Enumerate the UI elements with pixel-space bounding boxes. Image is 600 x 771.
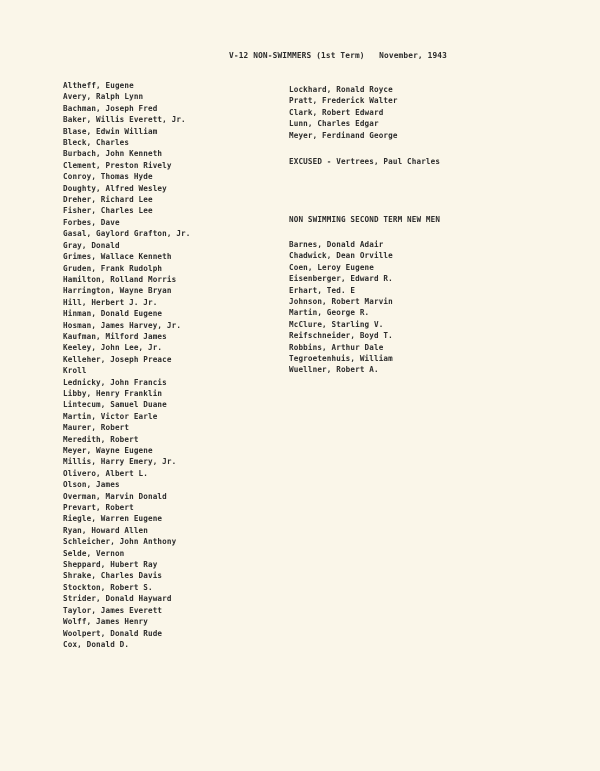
list-item: Bachman, Joseph Fred [63, 103, 158, 113]
list-item: Harrington, Wayne Bryan [63, 286, 172, 296]
list-item: Keeley, John Lee, Jr. [63, 343, 163, 353]
list-item: Eisenberger, Edward R. [289, 274, 393, 284]
first-term-list-left [63, 80, 191, 650]
list-item: Kelleher, Joseph Preace [63, 354, 172, 364]
list-item: Ryan, Howard Allen [63, 525, 148, 535]
list-item: Millis, Harry Emery, Jr. [63, 457, 177, 467]
list-item: Hamilton, Rolland Morris [63, 274, 177, 284]
list-item: Meredith, Robert [63, 434, 139, 444]
list-item: Clark, Robert Edward [289, 107, 384, 117]
list-item: Martin, George R. [289, 308, 370, 318]
list-item: Altheff, Eugene [63, 81, 134, 90]
list-item: Burbach, John Kenneth [63, 149, 163, 159]
list-item: Hinman, Donald Eugene [63, 309, 163, 319]
list-item: Erhart, Ted. E [289, 285, 356, 295]
list-item: Taylor, James Everett [63, 605, 163, 615]
list-item: Lintecum, Samuel Duane [63, 400, 167, 410]
list-item: Gray, Donald [63, 240, 120, 250]
list-item: Forbes, Dave [63, 217, 120, 227]
list-item: Stockton, Robert S. [63, 582, 153, 592]
list-item: McClure, Starling V. [289, 319, 384, 329]
list-item: Doughty, Alfred Wesley [63, 183, 167, 193]
list-item: Selde, Vernon [63, 548, 125, 558]
document-title: V-12 NON-SWIMMERS (1st Term) November, 1943 [229, 51, 447, 60]
list-item: Strider, Donald Hayward [63, 594, 172, 604]
list-item: Robbins, Arthur Dale [289, 342, 384, 352]
list-item: Clement, Preston Rively [63, 160, 172, 170]
list-item: Pratt, Frederick Walter [289, 96, 398, 106]
list-item: Overman, Marvin Donald [63, 491, 167, 501]
list-item: Woolpert, Donald Rude [63, 628, 163, 638]
list-item: Maurer, Robert [63, 423, 130, 433]
list-item: Shrake, Charles Davis [63, 571, 163, 581]
list-item: Prevart, Robert [63, 503, 134, 513]
list-item: Kroll [63, 366, 87, 376]
list-item: Sheppard, Hubert Ray [63, 560, 158, 570]
list-item: Johnson, Robert Marvin [289, 297, 393, 307]
list-item: Hill, Herbert J. Jr. [63, 297, 158, 307]
list-item: Riegle, Warren Eugene [63, 514, 163, 524]
list-item: Lunn, Charles Edgar [289, 119, 379, 129]
list-item: Coen, Leroy Eugene [289, 262, 374, 272]
list-item: Avery, Ralph Lynn [63, 92, 144, 102]
list-item: Olson, James [63, 480, 120, 490]
list-item: Lednicky, John Francis [63, 377, 167, 387]
list-item: Tegroetenhuis, William [289, 354, 393, 364]
list-item: Olivero, Albert L. [63, 468, 148, 478]
second-term-heading: NON SWIMMING SECOND TERM NEW MEN [289, 215, 441, 224]
list-item: Blase, Edwin William [63, 126, 158, 136]
first-term-list-right [289, 84, 398, 141]
list-item: Dreher, Richard Lee [63, 195, 153, 205]
list-item: Kaufman, Milford James [63, 331, 167, 341]
second-term-list [289, 239, 393, 376]
list-item: Wuellner, Robert A. [289, 365, 379, 375]
list-item: Lockhard, Ronald Royce [289, 85, 393, 94]
list-item: Gruden, Frank Rudolph [63, 263, 163, 273]
list-item: Chadwick, Dean Orville [289, 251, 393, 261]
list-item: Hosman, James Harvey, Jr. [63, 320, 182, 330]
list-item: Cox, Donald D. [63, 639, 130, 649]
list-item: Baker, Willis Everett, Jr. [63, 115, 186, 125]
list-item: Meyer, Wayne Eugene [63, 446, 153, 455]
list-item: Bleck, Charles [63, 138, 130, 148]
list-item: Fisher, Charles Lee [63, 206, 153, 216]
list-item: Martin, Victor Earle [63, 411, 158, 421]
list-item: Conroy, Thomas Hyde [63, 172, 153, 182]
list-item: Gasal, Gaylord Grafton, Jr. [63, 229, 191, 239]
list-item: Barnes, Donald Adair [289, 240, 384, 249]
list-item: Libby, Henry Franklin [63, 388, 163, 398]
list-item: Reifschneider, Boyd T. [289, 331, 393, 341]
list-item: Meyer, Ferdinand George [289, 130, 398, 140]
list-item: Schleicher, John Anthony [63, 537, 177, 547]
list-item: Grimes, Wallace Kenneth [63, 252, 172, 262]
list-item: Wolff, James Henry [63, 617, 148, 627]
excused-line: EXCUSED - Vertrees, Paul Charles [289, 157, 441, 166]
